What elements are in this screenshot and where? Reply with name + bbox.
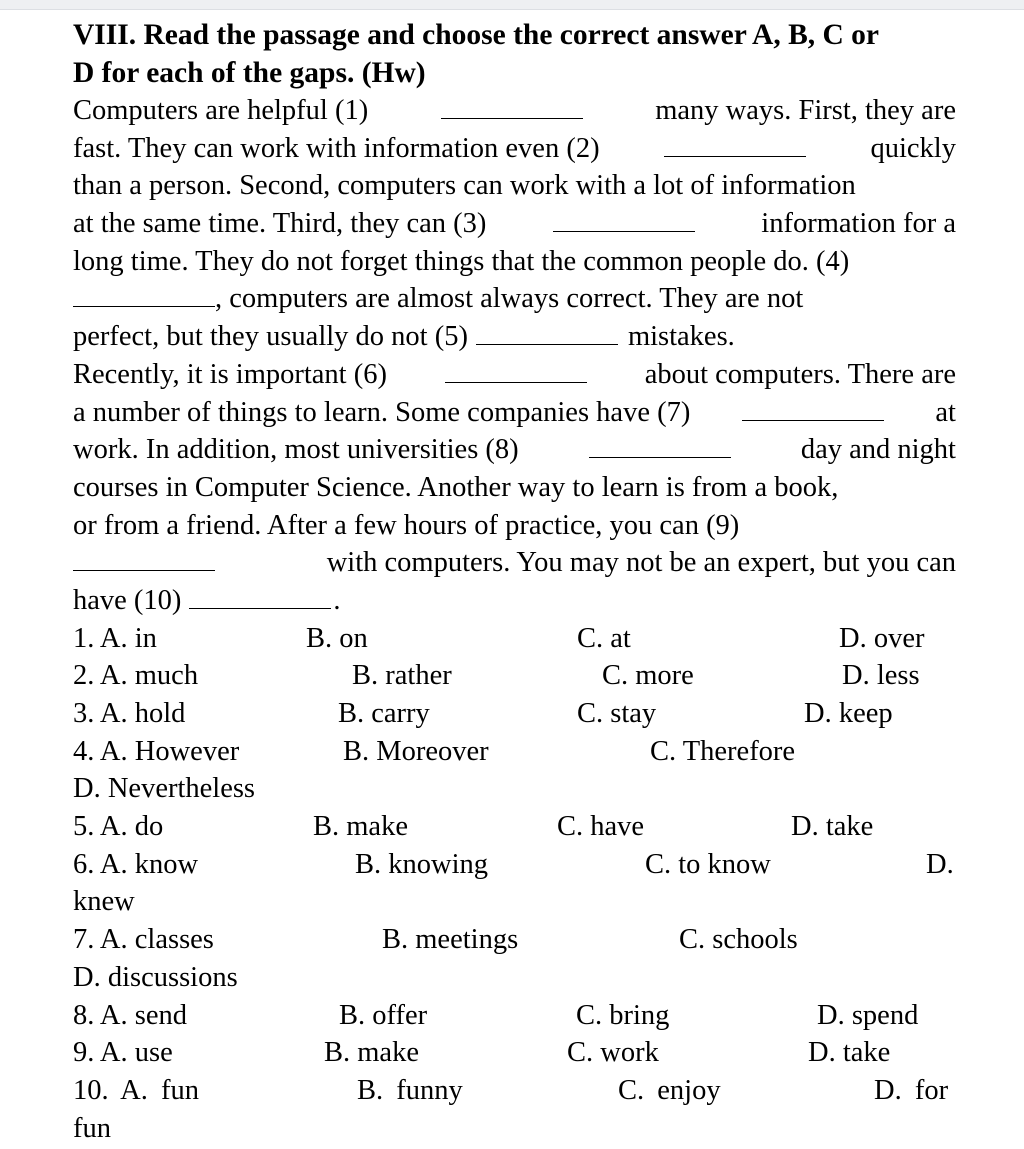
option-d-text: fun <box>73 1112 111 1144</box>
passage-text: courses in Computer Science. Another way to learn is from a book, <box>73 471 839 503</box>
passage-line-2 <box>73 130 956 168</box>
options-row-1 <box>73 620 956 658</box>
option-a: 2. A. much <box>73 660 199 692</box>
option-c: C. to know <box>645 848 771 880</box>
option-b: B. carry <box>338 698 430 729</box>
passage-text: a number of things to learn. Some companies have (7) <box>73 396 691 428</box>
blank-9 <box>73 548 215 571</box>
options-row-10-continued <box>73 1110 956 1148</box>
options-row-3 <box>73 695 956 733</box>
passage <box>73 92 956 620</box>
passage-text: at the same time. Third, they can (3) <box>73 208 487 240</box>
option-c: C. work <box>567 1037 659 1069</box>
option-b: B. Moreover <box>343 735 489 767</box>
option-b: B. offer <box>339 999 428 1031</box>
option-d: D. keep <box>804 698 893 729</box>
blank-5 <box>476 322 618 345</box>
options-row-7 <box>73 921 956 959</box>
option-d: D. discussions <box>73 961 238 993</box>
option-a: 9. A. use <box>73 1037 173 1069</box>
option-c: C. Therefore <box>650 735 796 767</box>
passage-text: work. In addition, most universities (8) <box>73 434 519 466</box>
passage-text: with computers. You may not be an expert, but you can <box>326 547 956 579</box>
exercise-title <box>73 17 956 92</box>
option-c: C. more <box>602 660 694 692</box>
option-c: C. at <box>577 622 631 654</box>
option-b: B. make <box>313 811 408 843</box>
options-row-4 <box>73 733 956 771</box>
passage-line-7 <box>73 318 956 356</box>
option-d: D. Nevertheless <box>73 773 256 805</box>
passage-line-6 <box>73 280 956 318</box>
option-b: B. meetings <box>382 924 519 956</box>
passage-line-8 <box>73 356 956 394</box>
passage-line-13 <box>73 544 956 582</box>
passage-text: . <box>333 584 341 616</box>
blank-10 <box>189 586 331 609</box>
option-d: D. take <box>791 811 874 843</box>
blank-7 <box>742 398 884 421</box>
option-b: B. knowing <box>355 848 489 880</box>
passage-text: perfect, but they usually do not (5) <box>73 321 468 353</box>
option-a: 3. A. hold <box>73 698 186 729</box>
passage-text: at <box>935 396 956 428</box>
passage-line-1 <box>73 92 956 130</box>
passage-text: many ways. First, they are <box>655 95 956 126</box>
passage-text: , computers are almost always correct. They are not <box>215 283 804 315</box>
option-a: 5. A. do <box>73 811 164 843</box>
option-a: 4. A. However <box>73 735 240 767</box>
passage-line-11 <box>73 469 956 507</box>
option-d: D. less <box>842 660 920 692</box>
browser-top-bar <box>0 0 1024 10</box>
option-a: 8. A. send <box>73 999 187 1031</box>
options-row-6-continued <box>73 883 956 921</box>
passage-segment <box>73 318 735 356</box>
blank-2 <box>664 134 806 157</box>
passage-text: than a person. Second, computers can work with a lot of information <box>73 170 856 202</box>
answer-options <box>73 620 956 1148</box>
passage-text: information for a <box>761 208 956 240</box>
option-d: D. take <box>808 1037 891 1069</box>
blank-3 <box>553 209 695 232</box>
passage-text: quickly <box>870 132 956 164</box>
passage-line-12 <box>73 507 956 545</box>
option-c: C. schools <box>679 924 798 956</box>
options-row-10 <box>73 1072 956 1110</box>
passage-text: Computers are helpful (1) <box>73 95 369 126</box>
options-row-5 <box>73 808 956 846</box>
option-d: D. <box>926 848 954 880</box>
option-c: C. have <box>557 811 645 843</box>
title-line-1: VIII. Read the passage and choose the correct answer A, B, C or <box>73 19 880 51</box>
options-row-6 <box>73 846 956 884</box>
option-a: 1. A. in <box>73 622 157 654</box>
option-d: D. over <box>839 622 925 654</box>
option-d: D. for <box>874 1074 949 1106</box>
options-row-9 <box>73 1034 956 1072</box>
blank-8 <box>589 435 731 458</box>
passage-text: mistakes. <box>627 321 735 353</box>
options-row-8 <box>73 997 956 1035</box>
options-row-4-continued <box>73 770 956 808</box>
option-c: C. stay <box>577 698 657 729</box>
option-a: 10. A. fun <box>73 1074 199 1106</box>
passage-line-10 <box>73 431 956 469</box>
passage-segment <box>73 280 803 318</box>
option-b: B. make <box>324 1037 419 1069</box>
option-c: C. bring <box>576 999 670 1031</box>
passage-text: day and night <box>800 434 956 466</box>
passage-text: about computers. There are <box>644 358 956 390</box>
passage-line-5 <box>73 243 956 281</box>
options-row-7-continued <box>73 959 956 997</box>
options-row-2 <box>73 657 956 695</box>
passage-text: or from a friend. After a few hours of practice, you can (9) <box>73 509 740 541</box>
option-d: D. spend <box>817 999 919 1031</box>
passage-line-4 <box>73 205 956 243</box>
passage-line-9 <box>73 394 956 432</box>
option-b: B. on <box>306 622 368 654</box>
passage-text: have (10) <box>73 584 182 616</box>
option-a: 6. A. know <box>73 848 199 880</box>
title-line-2: D for each of the gaps. (Hw) <box>73 56 426 89</box>
blank-6 <box>445 360 587 383</box>
passage-text: fast. They can work with information even (2) <box>73 132 600 164</box>
blank-4 <box>73 284 215 307</box>
option-c: C. enjoy <box>618 1074 721 1106</box>
passage-text: long time. They do not forget things that the common people do. (4) <box>73 245 850 277</box>
passage-line-3 <box>73 167 956 205</box>
option-b: B. funny <box>357 1074 463 1106</box>
option-b: B. rather <box>352 660 452 692</box>
exercise-document <box>73 17 956 1147</box>
passage-line-14 <box>73 582 956 620</box>
passage-text: Recently, it is important (6) <box>73 358 387 390</box>
option-a: 7. A. classes <box>73 924 214 956</box>
blank-1 <box>441 96 583 119</box>
option-d-text: knew <box>73 886 135 918</box>
